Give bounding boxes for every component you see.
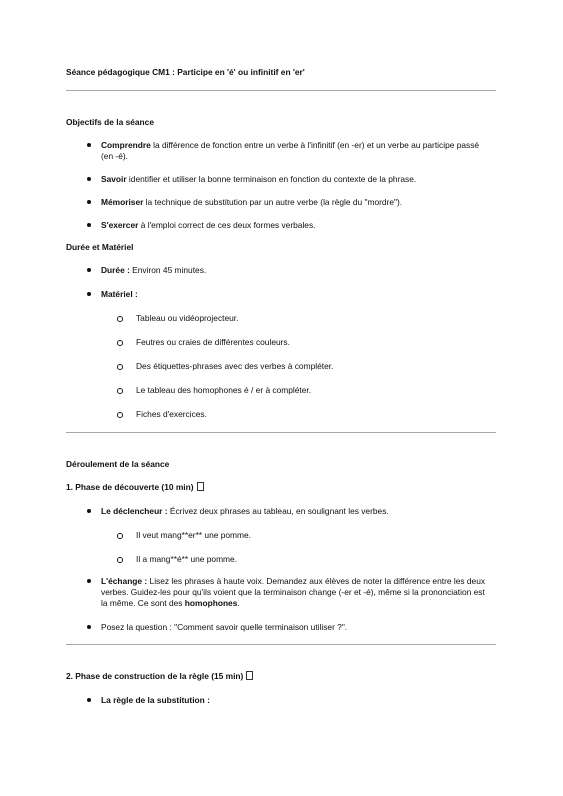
construction-icon (246, 671, 253, 680)
bullet (87, 268, 91, 272)
divider (66, 644, 496, 645)
sub-bullet (117, 533, 123, 539)
echange-bold: L'échange : (101, 576, 148, 586)
bullet (87, 579, 91, 583)
echange-text: Lisez les phrases à haute voix. Demandez aux élèves de noter la différence entre les deux (147, 576, 486, 586)
objective-bold: Mémoriser (101, 197, 144, 207)
echange-text: la même. Ce sont des (101, 598, 185, 608)
echange-line-3 (101, 598, 240, 609)
objective-item-1 (101, 140, 479, 151)
sub-bullet (117, 316, 123, 322)
duration-item (101, 265, 206, 276)
echange-line-1 (101, 576, 485, 587)
bullet (87, 200, 91, 204)
duration-bold: Durée : (101, 265, 130, 275)
bullet (87, 223, 91, 227)
objective-bold: Savoir (101, 174, 127, 184)
question-item: Posez la question : "Comment savoir quelle terminaison utiliser ?". (101, 622, 348, 632)
echange-text: . (237, 598, 240, 608)
objective-text: à l'emploi correct de ces deux formes verbales. (138, 220, 316, 230)
magnifier-icon (197, 482, 204, 491)
objective-item-3 (101, 197, 402, 208)
material-item: Fiches d'exercices. (136, 409, 207, 419)
sub-bullet (117, 340, 123, 346)
page-title: Séance pédagogique CM1 : Participe en 'é' ou infinitif en 'er' (66, 67, 305, 77)
rule-heading: La règle de la substitution : (101, 695, 210, 705)
material-item: Le tableau des homophones é / er à compléter. (136, 385, 312, 395)
divider (66, 432, 496, 433)
objective-text: la différence de fonction entre un verbe à l'infinitif (en -er) et un verbe au participe passé (150, 140, 480, 150)
example-sentence: Il veut mang**er** une pomme. (136, 530, 251, 540)
material-item: Tableau ou vidéoprojecteur. (136, 313, 239, 323)
objective-item-1-cont: (en -é). (101, 151, 128, 161)
bullet (87, 177, 91, 181)
duration-heading: Durée et Matériel (66, 242, 134, 252)
objectives-heading: Objectifs de la séance (66, 117, 154, 127)
material-item: Des étiquettes-phrases avec des verbes à compléter. (136, 361, 334, 371)
duration-text: Environ 45 minutes. (129, 265, 207, 275)
objective-text: la technique de substitution par un autre verbe (la règle du "mordre"). (143, 197, 403, 207)
phase1-heading (66, 482, 204, 493)
example-sentence: Il a mang**é** une pomme. (136, 554, 238, 564)
objective-item-2 (101, 174, 416, 185)
phase2-heading-text: 2. Phase de construction de la règle (15 min) (66, 671, 244, 681)
bullet (87, 292, 91, 296)
bullet (87, 625, 91, 629)
homophones-bold: homophones (184, 598, 238, 608)
echange-line-2: verbes. Guidez-les pour qu'ils voient que la terminaison change (-er et -é), même si la prononciation est (101, 587, 485, 597)
bullet (87, 698, 91, 702)
bullet (87, 143, 91, 147)
bullet (87, 509, 91, 513)
material-label: Matériel : (101, 289, 138, 299)
declencheur-text: Écrivez deux phrases au tableau, en soulignant les verbes. (167, 506, 389, 516)
sub-bullet (117, 364, 123, 370)
phase2-heading (66, 671, 253, 682)
objective-bold: S'exercer (101, 220, 139, 230)
phase1-heading-text: 1. Phase de découverte (10 min) (66, 482, 194, 492)
sub-bullet (117, 412, 123, 418)
sub-bullet (117, 557, 123, 563)
objective-bold: Comprendre (101, 140, 151, 150)
objective-item-4 (101, 220, 315, 231)
deroulement-heading: Déroulement de la séance (66, 459, 170, 469)
declencheur-item (101, 506, 389, 517)
divider (66, 90, 496, 91)
material-item: Feutres ou craies de différentes couleurs. (136, 337, 290, 347)
declencheur-bold: Le déclencheur : (101, 506, 168, 516)
objective-text: identifier et utiliser la bonne terminaison en fonction du contexte de la phrase. (126, 174, 417, 184)
sub-bullet (117, 388, 123, 394)
